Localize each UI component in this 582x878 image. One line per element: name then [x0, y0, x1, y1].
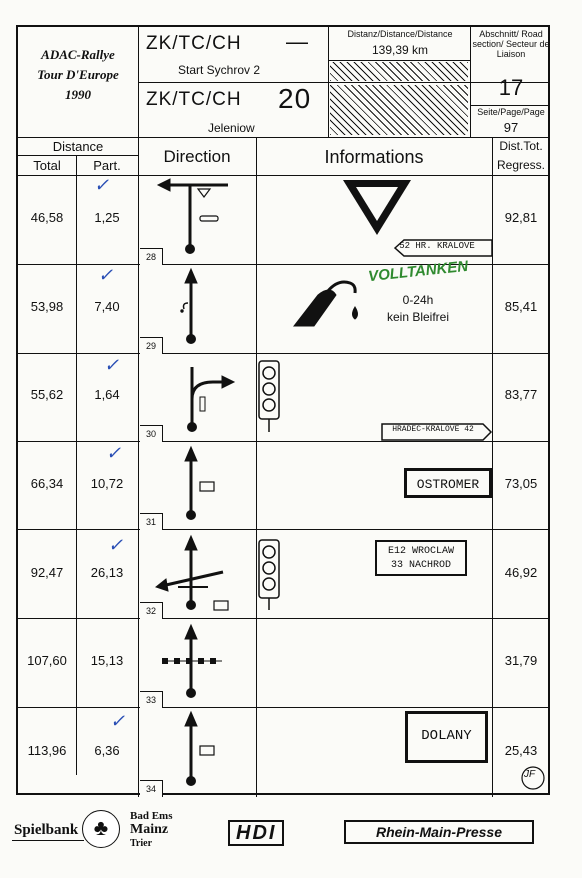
row-total: 53,98 [30, 299, 64, 314]
sign-text: HRADEC-KRALOVE 42 [392, 425, 474, 434]
total-header: Total [33, 158, 61, 173]
sponsor-footer [0, 800, 582, 878]
section-label: Abschnitt/ Road section/ Secteur de Liaison [472, 29, 550, 59]
to-control-number: 20 [278, 83, 312, 114]
row-regress: 83,77 [504, 387, 538, 402]
sponsor-bad-ems: Bad Ems [130, 810, 173, 822]
fuel-pump-icon [294, 282, 358, 326]
tulip-diagram-row-31 [185, 447, 214, 519]
row-part: 15,13 [90, 653, 124, 668]
traffic-light-icon [259, 540, 279, 610]
dist-tot-header: Dist.Tot. [499, 139, 543, 153]
sponsor-trier: Trier [130, 838, 153, 849]
row-total: 66,34 [30, 476, 64, 491]
clover-logo-icon: ♣ [82, 810, 120, 848]
roadbook-page [16, 25, 550, 795]
sign-text: E12 WROCLAW [387, 546, 454, 557]
row-total: 92,47 [30, 565, 64, 580]
sign-text: 52 HR. KRALOVE [399, 241, 475, 251]
row-index: 28 [140, 248, 163, 265]
fuel-type: kein Bleifrei [386, 310, 450, 324]
row-regress: 46,92 [504, 565, 538, 580]
check-mark-icon: ✓ [104, 355, 120, 375]
to-control-location: Jeleniow [208, 121, 255, 135]
row-index: 33 [140, 691, 163, 708]
row-part: 26,13 [90, 565, 124, 580]
from-control-dash: — [286, 29, 309, 54]
row-part: 10,72 [90, 476, 124, 491]
rally-subtitle: Tour D'Europe [37, 67, 119, 82]
row-part: 7,40 [94, 299, 120, 314]
row-total: 55,62 [30, 387, 64, 402]
row-regress: 92,81 [504, 210, 538, 225]
row-regress: 73,05 [504, 476, 538, 491]
sponsor-spielbank: Spielbank [14, 822, 79, 838]
from-control-code: ZK/TC/CH [146, 33, 242, 54]
section-number: 17 [498, 75, 524, 100]
sponsor-mainz: Mainz [130, 822, 169, 837]
tulip-diagram-row-28 [158, 179, 228, 253]
check-mark-icon: ✓ [98, 265, 114, 285]
tulip-diagram-row-34 [185, 712, 214, 785]
check-mark-icon: ✓ [108, 535, 124, 555]
traffic-light-icon [259, 361, 279, 432]
distance-value: 139,39 km [371, 43, 429, 57]
tulip-diagram-row-32 [156, 536, 228, 610]
direction-sign-wroclaw [375, 540, 467, 576]
fuel-hours: 0-24h [402, 293, 434, 307]
check-mark-icon: ✓ [94, 175, 110, 195]
sponsor-rhein-main-presse: Rhein-Main-Presse [344, 820, 534, 844]
sign-text: OSTROMER [416, 477, 480, 492]
handwritten-note: VOLLTANKEN [367, 257, 469, 286]
tulip-diagram-row-30 [189, 367, 235, 431]
page-label: Seite/Page/Page [477, 107, 545, 117]
rally-name: ADAC-Rallye [41, 47, 115, 62]
direction-header: Direction [163, 147, 231, 166]
row-index: 31 [140, 513, 163, 530]
row-index: 29 [140, 337, 163, 354]
distance-header: Distance [52, 139, 104, 154]
distance-label: Distanz/Distance/Distance [347, 29, 453, 39]
from-control-location: Start Sychrov 2 [178, 63, 261, 77]
row-part: 1,25 [94, 210, 120, 225]
tulip-diagram-row-29 [181, 269, 197, 343]
row-total: 46,58 [30, 210, 64, 225]
part-header: Part. [93, 158, 121, 173]
divider [12, 840, 84, 841]
to-control-code: ZK/TC/CH [146, 89, 242, 110]
row-index: 30 [140, 425, 163, 442]
row-total: 113,96 [27, 743, 67, 758]
place-sign-dolany [405, 711, 488, 763]
check-mark-icon: ✓ [110, 711, 126, 731]
sign-text: DOLANY [421, 728, 472, 744]
page-number: 97 [503, 120, 519, 135]
tulip-diagram-row-33 [162, 625, 222, 697]
initials: JF [524, 769, 536, 780]
row-index: 32 [140, 602, 163, 619]
informations-header: Informations [324, 147, 424, 167]
row-index: 34 [140, 780, 163, 797]
row-total: 107,60 [27, 653, 67, 668]
row-part: 6,36 [94, 743, 120, 758]
place-sign-ostromer [404, 468, 492, 498]
sign-text: 33 NACHROD [390, 560, 451, 571]
sponsor-hdi-logo: HDI [228, 820, 284, 846]
regress-header: Regress. [496, 158, 546, 172]
diagrams [18, 27, 550, 797]
row-part: 1,64 [94, 387, 120, 402]
row-regress: 85,41 [504, 299, 538, 314]
yield-sign-icon [343, 180, 411, 235]
row-regress: 25,43 [504, 743, 538, 758]
check-mark-icon: ✓ [106, 443, 122, 463]
row-regress: 31,79 [504, 653, 538, 668]
rally-year: 1990 [65, 87, 91, 102]
